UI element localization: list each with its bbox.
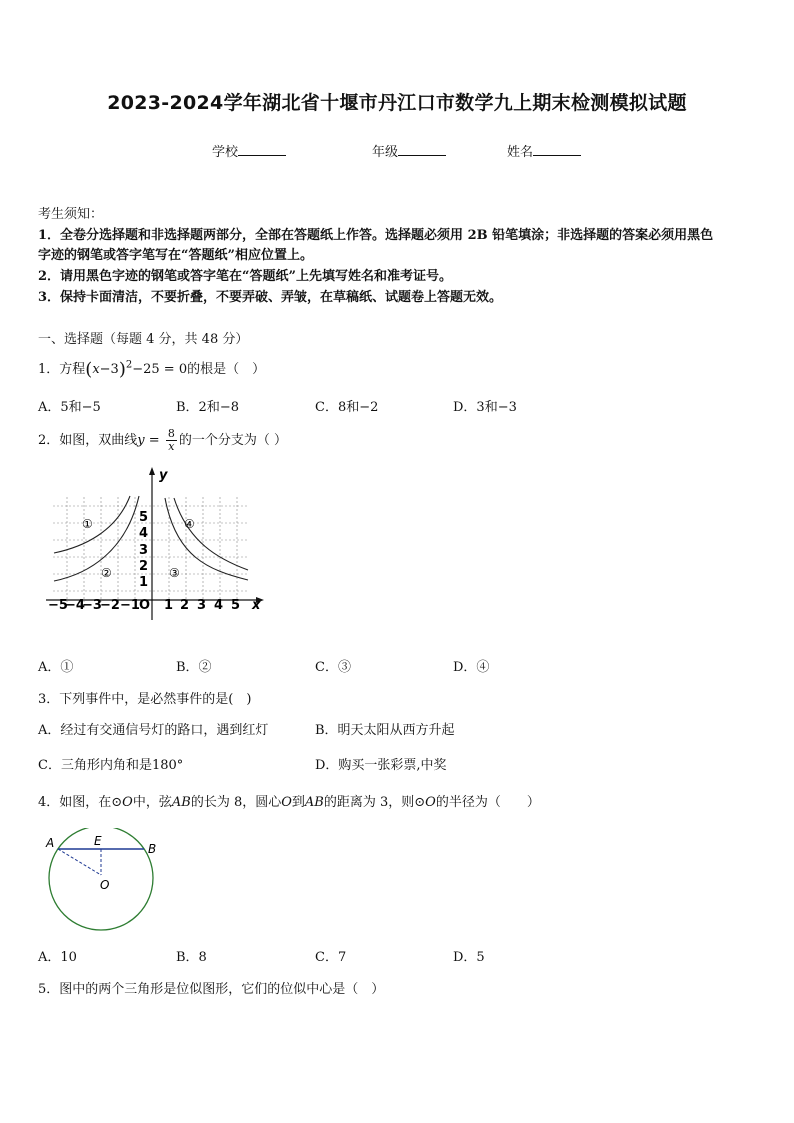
point-a-label: A — [46, 836, 55, 850]
grade-blank — [398, 143, 446, 156]
point-o-label: O — [100, 878, 110, 892]
q4-stem-f: 的半径为（ ） — [435, 795, 540, 810]
question-3: 3．下列事件中，是必然事件的是( ) — [38, 692, 252, 707]
q2-hyperbola-graph — [38, 462, 268, 622]
y-tick-3: 3 — [139, 543, 149, 558]
x-tick-2: 2 — [180, 598, 190, 613]
x-tick-5: 5 — [231, 598, 241, 613]
x-tick-4: 4 — [214, 598, 224, 613]
q4-circle-figure — [38, 828, 168, 934]
q2-option-b[interactable]: B．② — [176, 660, 212, 675]
notice-heading: 考生须知： — [38, 207, 104, 222]
branch-3-label: ③ — [169, 566, 180, 580]
branch-1-label: ① — [82, 517, 93, 531]
x-axis-label: x — [252, 598, 261, 613]
name-label: 姓名 — [507, 145, 534, 160]
y-tick-4: 4 — [139, 526, 149, 541]
q4-o1: O — [122, 795, 133, 810]
q1-rest: −25 = 0 — [132, 362, 188, 377]
x-tick-neg3: −3 — [82, 598, 102, 613]
q2-option-a[interactable]: A．① — [38, 660, 74, 675]
q2-suffix: 的一个分支为（ ） — [178, 433, 287, 448]
page-title: 2023-2024学年湖北省十堰市丹江口市数学九上期末检测模拟试题 — [107, 92, 687, 114]
q4-o3: O — [425, 795, 436, 810]
x-tick-neg4: −4 — [65, 598, 85, 613]
q4-stem-e: 的距离为 3，则⊙ — [323, 795, 426, 810]
q4-stem-b: 中，弦 — [132, 795, 172, 810]
q4-option-b[interactable]: B．8 — [176, 950, 207, 965]
name-blank — [533, 143, 581, 156]
q2-fraction — [166, 428, 177, 453]
q2-option-d[interactable]: D．④ — [453, 660, 490, 675]
point-e-label: E — [94, 834, 102, 848]
q4-ab1: AB — [171, 795, 191, 810]
name-field — [507, 141, 581, 160]
x-tick-neg2: −2 — [100, 598, 120, 613]
branch-2-label: ② — [101, 566, 112, 580]
x-tick-neg5: −5 — [48, 598, 68, 613]
q4-o2: O — [281, 795, 292, 810]
q1-option-a[interactable]: A．5和−5 — [38, 400, 101, 415]
q4-stem-d: 到 — [291, 795, 305, 810]
q4-option-a[interactable]: A．10 — [38, 950, 77, 965]
y-tick-1: 1 — [139, 575, 149, 590]
grade-label: 年级 — [372, 145, 399, 160]
branch-4-label: ④ — [184, 517, 195, 531]
y-tick-2: 2 — [139, 559, 149, 574]
question-1 — [38, 358, 265, 380]
q3-option-a[interactable]: A．经过有交通信号灯的路口，遇到红灯 — [38, 723, 269, 738]
q1-option-d[interactable]: D．3和−3 — [453, 400, 517, 415]
question-5: 5．图中的两个三角形是位似图形，它们的位似中心是（ ） — [38, 982, 385, 997]
x-tick-1: 1 — [164, 598, 174, 613]
x-tick-3: 3 — [197, 598, 207, 613]
q4-stem-c: 的长为 8，圆心 — [190, 795, 282, 810]
q4-option-d[interactable]: D．5 — [453, 950, 485, 965]
q3-option-b[interactable]: B．明天太阳从西方升起 — [315, 723, 455, 738]
q2-prefix: 2．如图，双曲线 — [38, 433, 138, 448]
school-label: 学校 — [212, 145, 239, 160]
notice-item-1a: 1．全卷分选择题和非选择题两部分，全部在答题纸上作答。选择题必须用 2B 铅笔填涂；非选择题的答案必须用黑色 — [38, 228, 714, 243]
q2-denominator: x — [168, 440, 175, 453]
x-tick-neg1: −1 — [120, 598, 140, 613]
q4-option-c[interactable]: C．7 — [315, 950, 347, 965]
y-axis-label: y — [159, 468, 168, 483]
origin-label: O — [139, 598, 151, 613]
q1-exponent: 2 — [125, 359, 133, 371]
q1-prefix: 1．方程 — [38, 362, 86, 377]
grade-field — [372, 141, 446, 160]
q3-option-d[interactable]: D．购买一张彩票,中奖 — [315, 758, 447, 773]
y-tick-5: 5 — [139, 510, 149, 525]
q1-suffix: 的根是（ ） — [187, 362, 266, 377]
y-axis-arrow — [149, 467, 155, 475]
notice-item-1b: 字迹的钢笔或答字笔写在“答题纸”相应位置上。 — [38, 248, 313, 263]
notice-item-3: 3．保持卡面清洁，不要折叠，不要弄破、弄皱，在草稿纸、试题卷上答题无效。 — [38, 290, 503, 305]
q1-option-b[interactable]: B．2和−8 — [176, 400, 239, 415]
q4-stem-a: 4．如图，在⊙ — [38, 795, 123, 810]
segment-oa — [58, 849, 101, 875]
question-2 — [38, 428, 287, 453]
q1-minus3: −3 — [99, 362, 119, 377]
q1-option-c[interactable]: C．8和−2 — [315, 400, 379, 415]
q2-eq: = — [144, 433, 164, 448]
q1-var-x: x — [92, 362, 100, 377]
school-blank — [238, 143, 286, 156]
q1-right-paren: ) — [118, 359, 126, 380]
q1-left-paren: ( — [85, 359, 93, 380]
section-heading: 一、选择题（每题 4 分，共 48 分） — [38, 332, 249, 347]
school-field — [212, 141, 286, 160]
notice-item-2: 2．请用黑色字迹的钢笔或答字笔在“答题纸”上先填写姓名和准考证号。 — [38, 269, 453, 284]
q2-option-c[interactable]: C．③ — [315, 660, 351, 675]
q4-ab2: AB — [304, 795, 324, 810]
q2-var-y: y — [137, 433, 145, 448]
question-4 — [38, 791, 540, 810]
q2-numerator: 8 — [167, 427, 175, 440]
point-b-label: B — [148, 842, 157, 856]
q3-option-c[interactable]: C．三角形内角和是180° — [38, 758, 184, 773]
